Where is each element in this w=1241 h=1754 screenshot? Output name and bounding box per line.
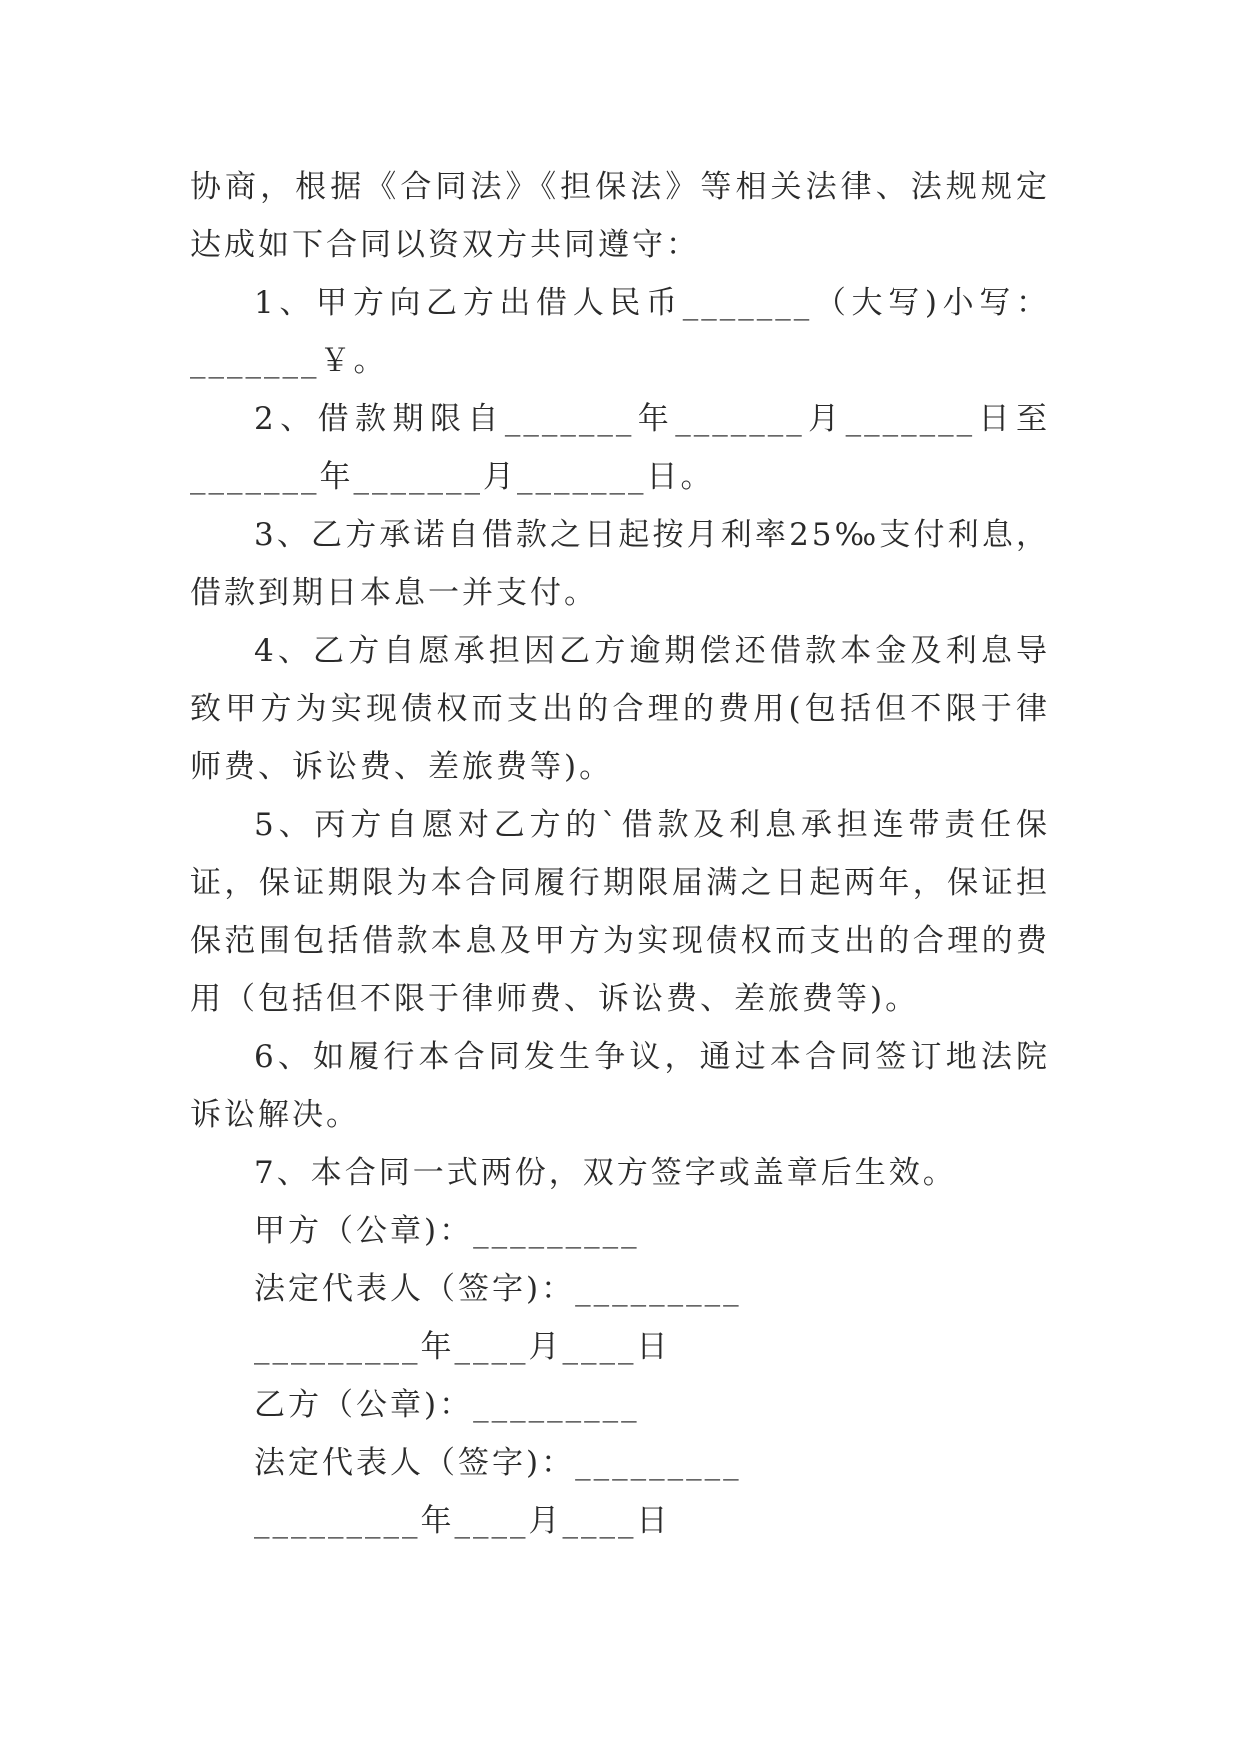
party-a-representative-line: 法定代表人（签字)：_________	[254, 1271, 742, 1307]
clause-3-interest: 3、乙方承诺自借款之日起按月利率25‰支付利息，借款到期日本息一并支付。	[190, 517, 1050, 611]
clause-5-guarantee: 5、丙方自愿对乙方的`借款及利息承担连带责任保证，保证期限为本合同履行期限届满之日起两年，保证担保范围包括借款本息及甲方为实现债权而支出的合理的费用（包括但不限于律师费、诉讼费、差旅费等)。	[190, 807, 1050, 1017]
clause-4-costs: 4、乙方自愿承担因乙方逾期偿还借款本金及利息导致甲方为实现债权而支出的合理的费用(包括但不限于律师费、诉讼费、差旅费等)。	[190, 633, 1050, 785]
clause-2-loan-term: 2、借款期限自_______年_______月_______日至_______年_______月_______日。	[190, 401, 1050, 495]
contract-intro-paragraph: 协商，根据《合同法》《担保法》等相关法律、法规规定达成如下合同以资双方共同遵守：	[190, 169, 1050, 263]
party-b-seal-line: 乙方（公章)：_________	[254, 1387, 640, 1423]
contract-body	[190, 158, 1050, 1550]
clause-1-loan-amount: 1、甲方向乙方出借人民币_______（大写)小写：_______￥。	[190, 285, 1050, 379]
party-b-date-line: _________年____月____日	[254, 1503, 671, 1539]
clause-7-effect: 7、本合同一式两份，双方签字或盖章后生效。	[254, 1155, 957, 1191]
party-a-date-line: _________年____月____日	[254, 1329, 671, 1365]
party-b-representative-line: 法定代表人（签字)：_________	[254, 1445, 742, 1481]
clause-6-disputes: 6、如履行本合同发生争议，通过本合同签订地法院诉讼解决。	[190, 1039, 1050, 1133]
party-a-seal-line: 甲方（公章)：_________	[254, 1213, 640, 1249]
